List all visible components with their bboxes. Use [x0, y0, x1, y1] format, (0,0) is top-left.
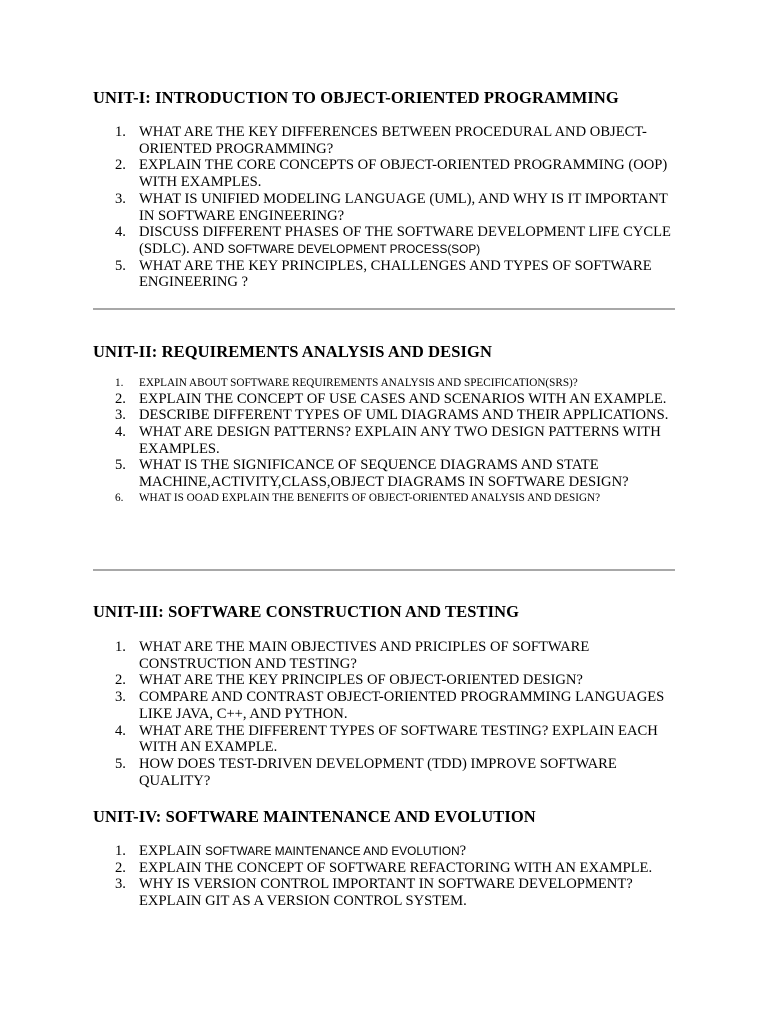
unit-1-question-list — [93, 124, 683, 291]
question-number: 1. — [115, 639, 126, 655]
question-number: 4. — [115, 722, 126, 739]
question-text: HOW DOES TEST-DRIVEN DEVELOPMENT (TDD) IMPROVE SOFTWARE QUALITY? — [139, 755, 617, 789]
question-text: DESCRIBE DIFFERENT TYPES OF UML DIAGRAMS AND THEIR APPLICATIONS. — [139, 407, 669, 424]
unit-2-question-list — [93, 376, 683, 505]
unit-2-question-2 — [93, 391, 683, 408]
question-number: 3. — [115, 407, 126, 424]
unit-3-question-4 — [93, 723, 683, 756]
unit-4-question-1 — [93, 843, 683, 860]
unit-2-question-5 — [93, 457, 683, 490]
question-text: WHAT ARE THE MAIN OBJECTIVES AND PRICIPLES OF SOFTWARE CONSTRUCTION AND TESTING? — [139, 639, 590, 672]
unit-2-question-3 — [93, 407, 683, 424]
question-text: WHAT ARE THE KEY PRINCIPLES, CHALLENGES AND TYPES OF SOFTWARE ENGINEERING ? — [139, 257, 652, 291]
question-number: 1. — [115, 843, 126, 859]
question-number: 2. — [115, 859, 126, 876]
unit-1-question-5 — [93, 258, 683, 291]
question-text-tail: SOFTWARE MAINTENANCE AND EVOLUTION — [205, 844, 460, 858]
question-number: 2. — [115, 157, 126, 174]
question-text-end: ? — [459, 843, 467, 859]
unit-1-question-3 — [93, 191, 683, 224]
question-number: 5. — [115, 257, 126, 274]
question-text: EXPLAIN THE CONCEPT OF SOFTWARE REFACTORING WITH AN EXAMPLE. — [139, 859, 653, 876]
question-text: WHAT IS OOAD EXPLAIN THE BENEFITS OF OBJECT-ORIENTED ANALYSIS AND DESIGN? — [139, 491, 601, 504]
unit-3-question-3 — [93, 689, 683, 722]
question-number: 3. — [115, 689, 126, 706]
question-number: 5. — [115, 457, 126, 474]
question-text: WHAT ARE THE DIFFERENT TYPES OF SOFTWARE TESTING? EXPLAIN EACH WITH AN EXAMPLE. — [139, 722, 658, 756]
unit-3-heading: UNIT-III: SOFTWARE CONSTRUCTION AND TESTING — [93, 602, 520, 621]
unit-3-question-1 — [93, 639, 683, 672]
question-number: 5. — [115, 755, 126, 772]
section-divider — [93, 308, 675, 310]
question-number: 1. — [115, 124, 126, 140]
unit-4-heading: UNIT-IV: SOFTWARE MAINTENANCE AND EVOLUTION — [93, 807, 536, 826]
question-text: WHAT ARE THE KEY DIFFERENCES BETWEEN PROCEDURAL AND OBJECT-ORIENTED PROGRAMMING? — [139, 124, 647, 157]
question-text: WHAT ARE DESIGN PATTERNS? EXPLAIN ANY TWO DESIGN PATTERNS WITH EXAMPLES. — [139, 423, 661, 457]
unit-3-question-5 — [93, 756, 683, 789]
question-number: 6. — [115, 491, 124, 504]
section-divider — [93, 569, 675, 571]
question-number: 4. — [115, 224, 126, 241]
question-number: 4. — [115, 423, 126, 440]
question-text: WHAT IS UNIFIED MODELING LANGUAGE (UML), AND WHY IS IT IMPORTANT IN SOFTWARE ENGINEERING? — [139, 190, 668, 224]
unit-2-question-6 — [93, 491, 683, 506]
question-text: EXPLAIN THE CORE CONCEPTS OF OBJECT-ORIENTED PROGRAMMING (OOP) WITH EXAMPLES. — [139, 157, 668, 191]
unit-1-question-2 — [93, 157, 683, 190]
question-number: 2. — [115, 672, 126, 689]
unit-3-question-list — [93, 639, 683, 789]
question-text: EXPLAIN THE CONCEPT OF USE CASES AND SCENARIOS WITH AN EXAMPLE. — [139, 390, 667, 407]
unit-2-question-1 — [93, 376, 683, 391]
unit-4-question-list — [93, 843, 683, 910]
question-text: WHY IS VERSION CONTROL IMPORTANT IN SOFTWARE DEVELOPMENT? EXPLAIN GIT AS A VERSION CONTROL SYSTEM. — [139, 876, 633, 910]
unit-1-heading: UNIT-I: INTRODUCTION TO OBJECT-ORIENTED PROGRAMMING — [93, 88, 619, 107]
question-text: EXPLAIN — [139, 843, 206, 859]
question-number: 3. — [115, 876, 126, 893]
unit-2-heading: UNIT-II: REQUIREMENTS ANALYSIS AND DESIGN — [93, 342, 492, 361]
question-text: WHAT ARE THE KEY PRINCIPLES OF OBJECT-ORIENTED DESIGN? — [139, 672, 583, 689]
question-text: WHAT IS THE SIGNIFICANCE OF SEQUENCE DIAGRAMS AND STATE MACHINE,ACTIVITY,CLASS,OBJECT DIAGRAMS IN SOFTWARE DESIGN? — [139, 457, 629, 491]
unit-4-question-3 — [93, 876, 683, 909]
question-text: COMPARE AND CONTRAST OBJECT-ORIENTED PROGRAMMING LANGUAGES LIKE JAVA, C++, AND PYTHON. — [139, 689, 665, 722]
unit-1-question-4 — [93, 224, 683, 257]
question-text: EXPLAIN ABOUT SOFTWARE REQUIREMENTS ANALYSIS AND SPECIFICATION(SRS)? — [139, 377, 578, 389]
unit-3-question-2 — [93, 672, 683, 689]
unit-1-question-1 — [93, 124, 683, 157]
question-number: 1. — [115, 377, 124, 389]
unit-2-question-4 — [93, 424, 683, 457]
question-text: DISCUSS DIFFERENT PHASES OF THE SOFTWARE DEVELOPMENT LIFE CYCLE (SDLC). AND — [139, 224, 671, 257]
question-text-tail: SOFTWARE DEVELOPMENT PROCESS(SOP) — [227, 241, 481, 256]
question-number: 2. — [115, 390, 126, 407]
question-number: 3. — [115, 190, 126, 207]
unit-4-question-2 — [93, 860, 683, 877]
